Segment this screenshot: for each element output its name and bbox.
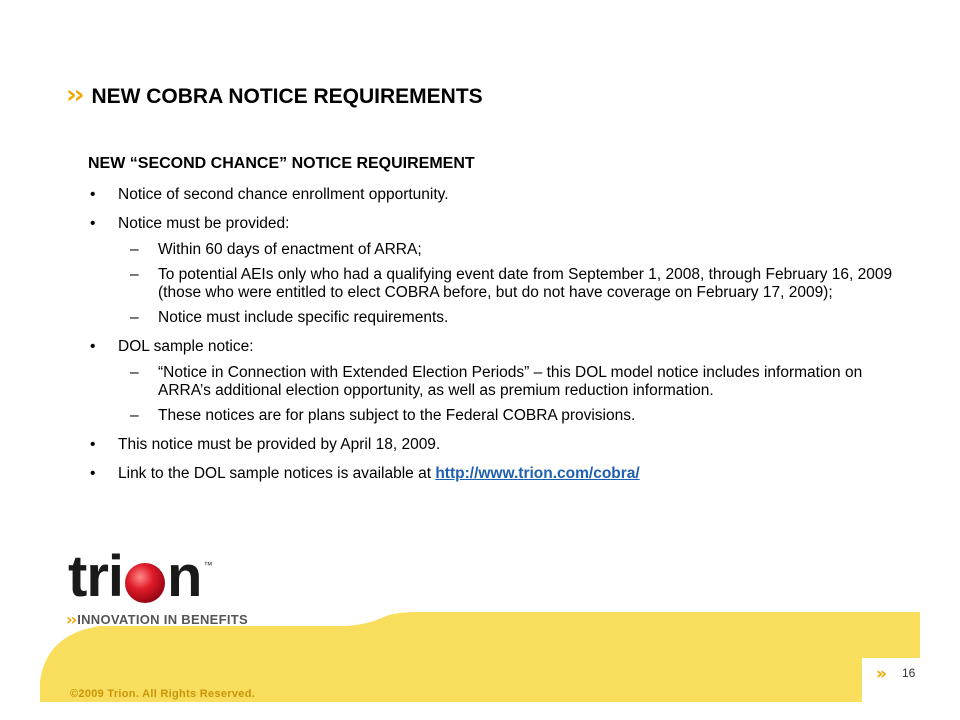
trion-logo (68, 544, 213, 609)
tagline (66, 610, 248, 629)
sub-item-text: To potential AEIs only who had a qualifying event date from September 1, 2008, through February 16, 2009 (those who were entitled to elect COBRA before, but do not have coverage on February 17, 2009); (158, 266, 893, 301)
bullet-text: Notice must be provided: (118, 215, 290, 232)
dash-icon: – (130, 407, 139, 424)
sub-item-text: These notices are for plans subject to the Federal COBRA provisions. (158, 407, 636, 424)
bullet-item-5 (88, 464, 898, 483)
sub-item (130, 241, 898, 259)
trademark-symbol: ™ (203, 560, 213, 570)
sub-item (130, 407, 898, 425)
bullet-text: Link to the DOL sample notices is available at (118, 465, 436, 482)
page-number: 16 (902, 666, 916, 680)
logo-text-left: tri (68, 544, 123, 609)
bullet-item-1 (88, 185, 898, 204)
bullet-list (88, 185, 898, 483)
dash-icon: – (130, 241, 139, 258)
tagline-chevron-icon: ›› (66, 610, 76, 629)
slide-title-row (66, 80, 483, 110)
sub-item-text: Within 60 days of enactment of ARRA; (158, 241, 422, 258)
sub-item (130, 266, 898, 302)
dash-icon: – (130, 266, 139, 283)
logo-text-right: n (167, 544, 202, 609)
section-subheading: NEW “SECOND CHANCE” NOTICE REQUIREMENT (88, 155, 475, 172)
sub-item (130, 309, 898, 327)
dash-icon: – (130, 309, 139, 326)
tagline-text: INNOVATION IN BENEFITS (77, 612, 248, 627)
logo-ball-icon (125, 563, 165, 603)
sub-item-text: Notice must include specific requirements. (158, 309, 449, 326)
copyright-notice: ©2009 Trion. All Rights Reserved. (70, 688, 256, 700)
bullet-item-3 (88, 337, 898, 425)
bullet-item-4 (88, 435, 898, 454)
bullet-icon: • (90, 215, 96, 232)
sub-list (130, 364, 898, 425)
bullet-item-2 (88, 214, 898, 327)
sub-list (130, 241, 898, 327)
bullet-text: This notice must be provided by April 18, 2009. (118, 436, 441, 453)
page-chevron-icon: ›› (876, 664, 885, 684)
bullet-icon: • (90, 186, 96, 203)
bullet-text: DOL sample notice: (118, 338, 254, 355)
bullet-icon: • (90, 338, 96, 355)
bullet-icon: • (90, 436, 96, 453)
sub-item-text: “Notice in Connection with Extended Election Periods” – this DOL model notice includes information on ARRA’s additional election opportunity, as well as premium reduction information. (158, 364, 863, 399)
bullet-icon: • (90, 465, 96, 482)
slide-title: NEW COBRA NOTICE REQUIREMENTS (91, 85, 483, 108)
page-number-box (862, 658, 920, 702)
slide-content (88, 155, 898, 493)
sub-item (130, 364, 898, 400)
cobra-notices-link[interactable]: http://www.trion.com/cobra/ (435, 465, 640, 482)
dash-icon: – (130, 364, 139, 381)
bullet-text: Notice of second chance enrollment opportunity. (118, 186, 449, 203)
title-chevron-icon: ›› (66, 80, 82, 110)
